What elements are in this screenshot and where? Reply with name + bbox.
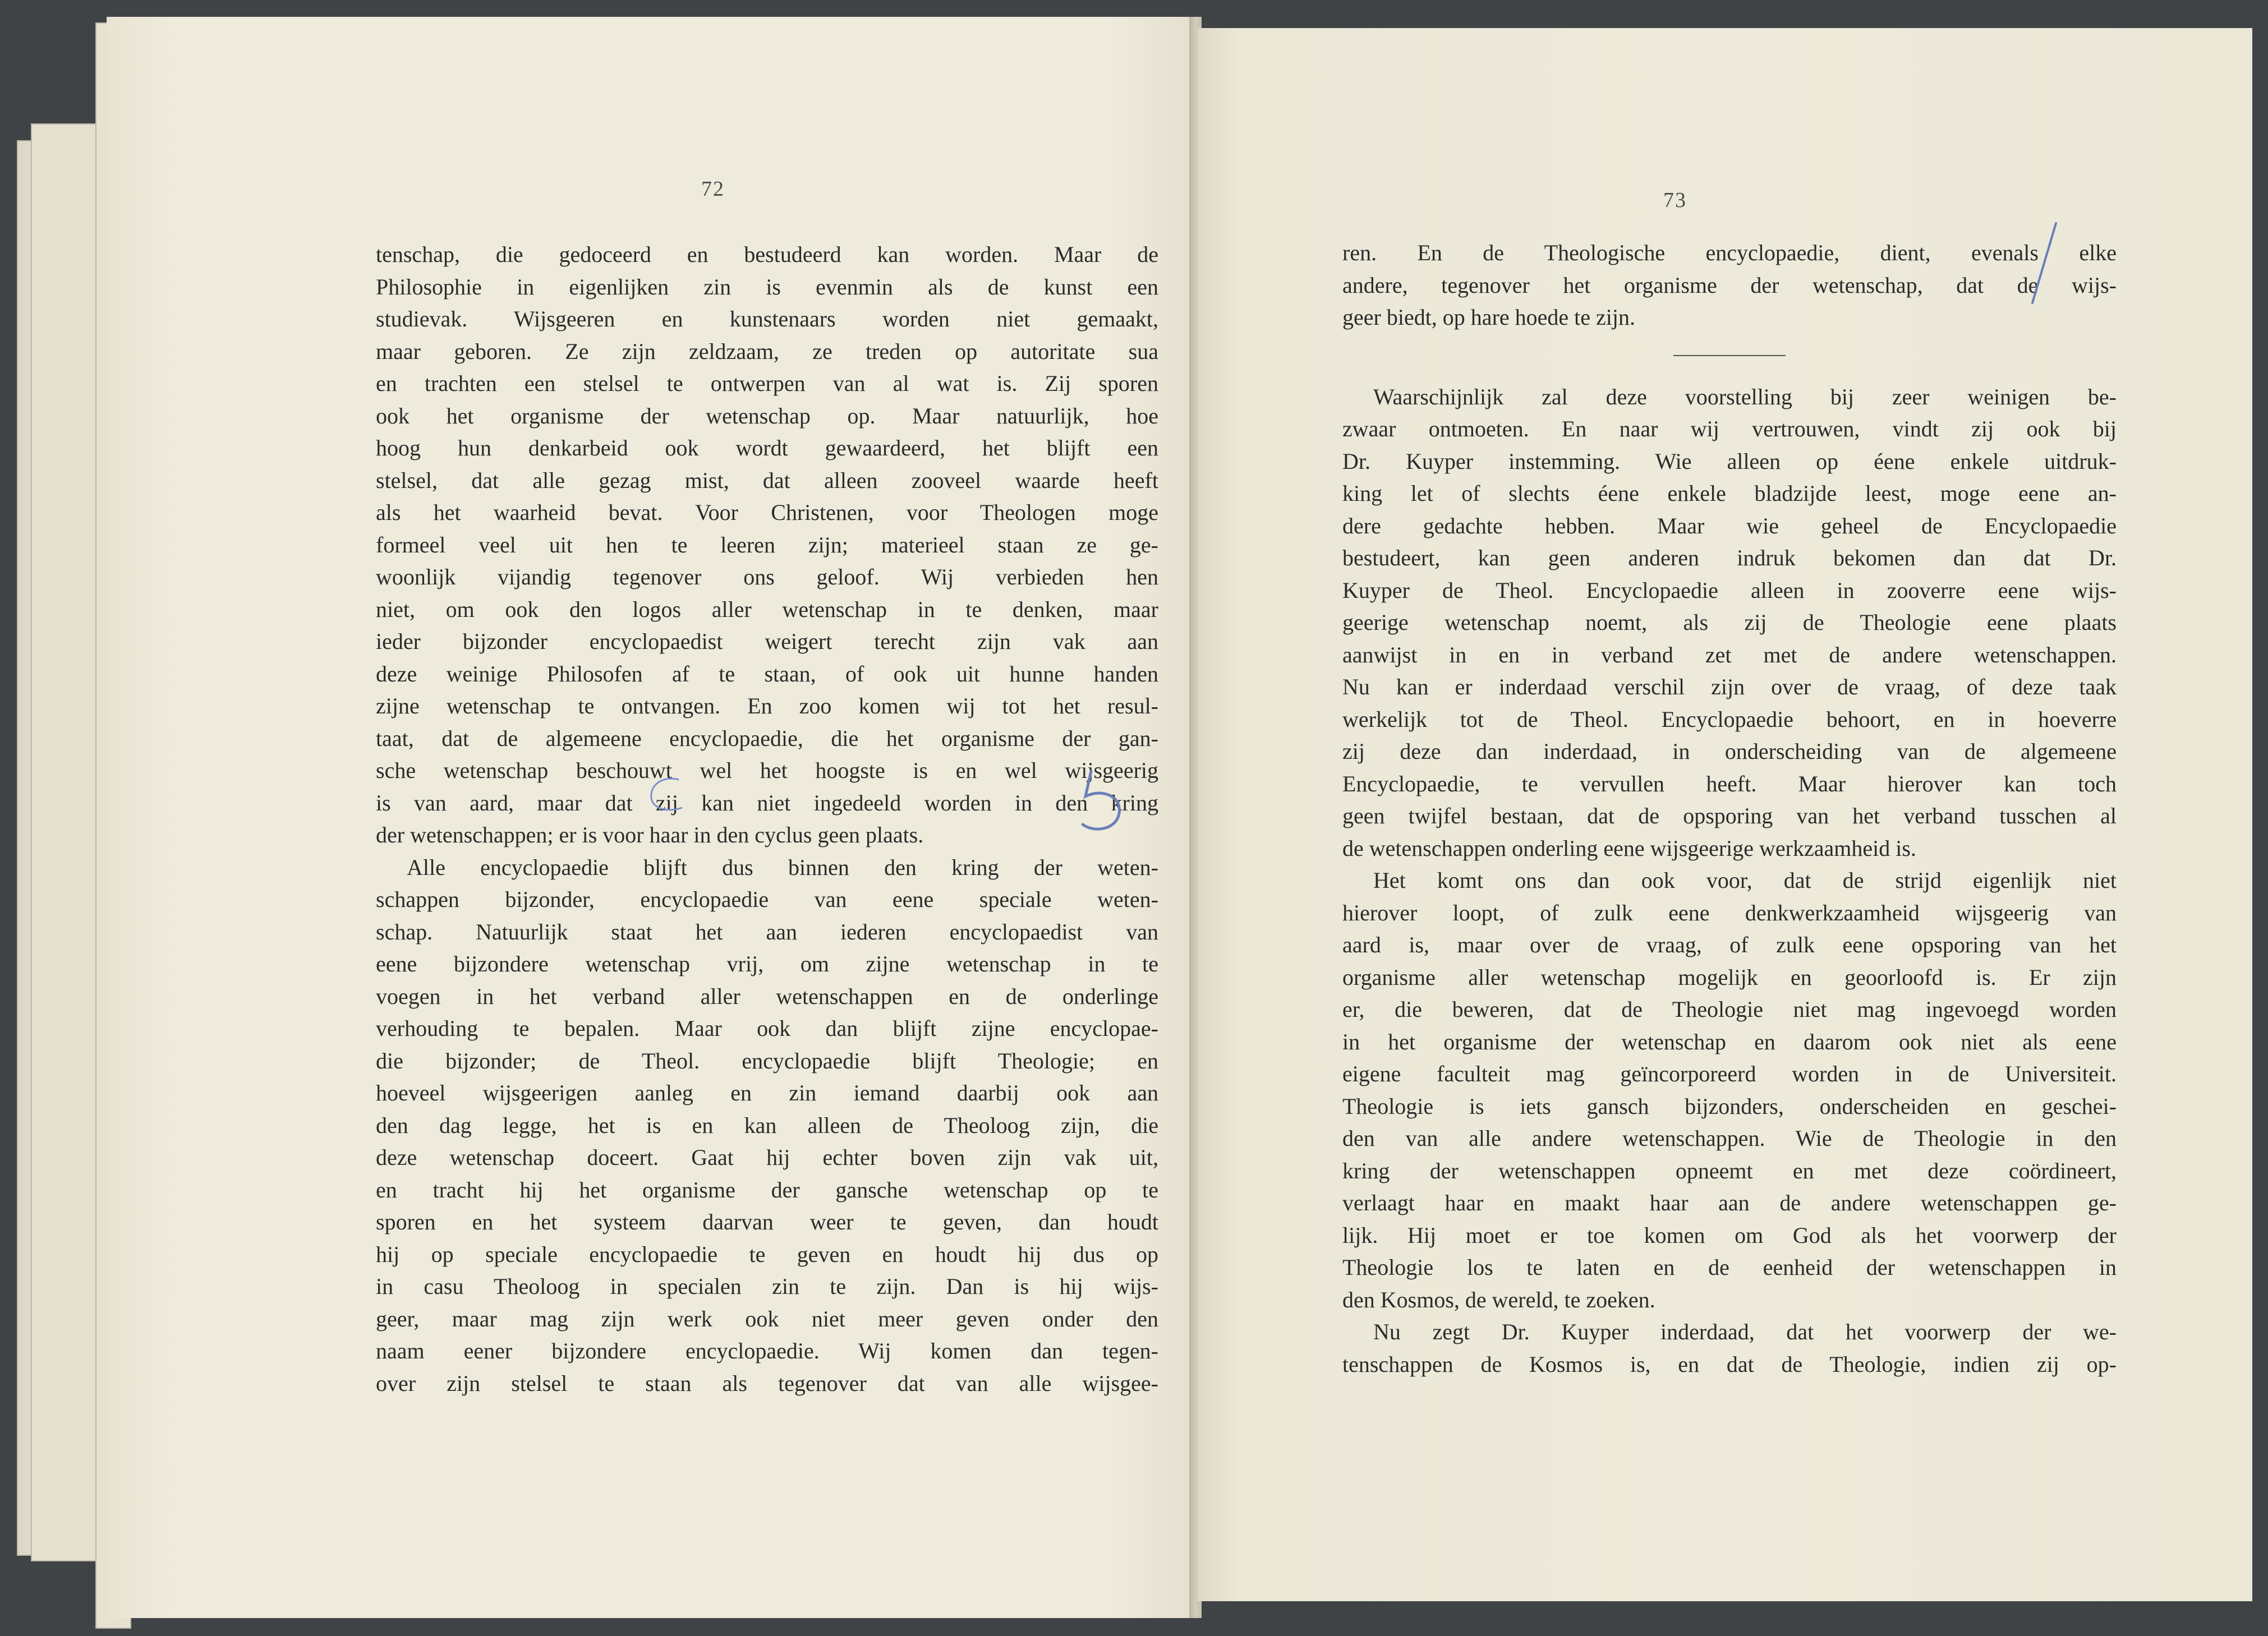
text-line: voegen in het verband aller wetenschappen en de onderlinge [376, 983, 1158, 1009]
text-line: Nu zegt Dr. Kuyper inderdaad, dat het voorwerp der we- [1373, 1319, 2117, 1344]
text-line: werkelijk tot de Theol. Encyclopaedie behoort, en in hoeverre [1342, 706, 2117, 732]
text-line: geer biedt, op hare hoede te zijn. [1342, 305, 1635, 330]
text-line: maar geboren. Ze zijn zeldzaam, ze treden op autoritate sua [376, 338, 1158, 364]
text-line: stelsel, dat alle gezag mist, dat alleen zooveel waarde heeft [376, 467, 1158, 493]
text-line: in het organisme der wetenschap en daarom ook niet als eene [1342, 1029, 2117, 1054]
text-line: Nu kan er inderdaad verschil zijn over de vraag, of deze taak [1342, 674, 2117, 699]
text-line: die bijzonder; de Theol. encyclopaedie blijft Theologie; en [376, 1048, 1158, 1073]
text-line: Encyclopaedie, te vervullen heeft. Maar hierover kan toch [1342, 771, 2117, 796]
text-line: andere, tegenover het organisme der wetenschap, dat de wijs- [1342, 272, 2117, 298]
text-line: bestudeert, kan geen anderen indruk bekomen dan dat Dr. [1342, 545, 2117, 570]
text-line: deze weinige Philosofen af te staan, of ook uit hunne handen [376, 661, 1158, 686]
text-line: zwaar ontmoeten. En naar wij vertrouwen, vindt zij ook bij [1342, 416, 2117, 441]
page-number: 72 [701, 177, 725, 201]
text-line: studievak. Wijsgeeren en kunstenaars worden niet gemaakt, [376, 306, 1158, 331]
text-line: Kuyper de Theol. Encyclopaedie alleen in zooverre eene wijs- [1342, 577, 2117, 603]
text-line: woonlijk vijandig tegenover ons geloof. Wij verbieden hen [376, 564, 1158, 589]
text-line: deze wetenschap doceert. Gaat hij echter boven zijn vak uit, [376, 1145, 1158, 1170]
text-line: hoeveel wijsgeerigen aanleg en zin iemand daarbij ook aan [376, 1080, 1158, 1105]
text-line: verhouding te bepalen. Maar ook dan blijft zijne encyclopae- [376, 1016, 1158, 1041]
text-line: tenschap, die gedoceerd en bestudeerd kan worden. Maar de [376, 242, 1158, 267]
text-line: de wetenschappen onderling eene wijsgeerige werkzaamheid is. [1342, 835, 1916, 861]
text-line: schap. Natuurlijk staat het aan iederen encyclopaedist van [376, 919, 1158, 944]
text-line: Theologie los te laten en de eenheid der wetenschappen in [1342, 1255, 2117, 1280]
text-line: kring der wetenschappen opneemt en met deze coördineert, [1342, 1158, 2117, 1183]
text-line: der wetenschappen; er is voor haar in den cyclus geen plaats. [376, 822, 924, 847]
text-line: Alle encyclopaedie blijft dus binnen den kring der weten- [407, 854, 1158, 880]
text-line: over zijn stelsel te staan als tegenover dat van alle wijsgee- [376, 1370, 1158, 1396]
text-line: verlaagt haar en maakt haar aan de andere wetenschappen ge- [1342, 1190, 2117, 1215]
text-line: sche wetenschap beschouwt wel het hoogste is en wel wijsgeerig [376, 758, 1158, 783]
text-line: niet, om ook den logos aller wetenschap in te denken, maar [376, 596, 1158, 622]
text-line: is van aard, maar dat zij kan niet ingedeeld worden in den kring [376, 790, 1158, 815]
text-line: den Kosmos, de wereld, te zoeken. [1342, 1287, 1655, 1312]
text-line: aard is, maar over de vraag, of zulk eene opsporing van het [1342, 932, 2117, 957]
left-page-body [376, 238, 1158, 1399]
text-line: lijk. Hij moet er toe komen om God als het voorwerp der [1342, 1222, 2117, 1248]
text-line: eene bijzondere wetenschap vrij, om zijne wetenschap in te [376, 951, 1158, 976]
text-line: hoog hun denkarbeid ook wordt gewaardeerd, het blijft een [376, 435, 1158, 460]
text-line: zijne wetenschap te ontvangen. En zoo komen wij tot het resul- [376, 693, 1158, 718]
text-line: sporen en het systeem daarvan weer te geven, dan houdt [376, 1209, 1158, 1234]
text-line: formeel veel uit hen te leeren zijn; materieel staan ze ge- [376, 532, 1158, 557]
text-line: organisme aller wetenschap mogelijk en geoorloofd is. Er zijn [1342, 964, 2117, 990]
text-line: hierover loopt, of zulk eene denkwerkzaamheid wijsgeerig van [1342, 900, 2117, 925]
page-number: 73 [1663, 188, 1687, 212]
right-page-body [1342, 237, 2117, 1380]
text-line: tenschappen de Kosmos is, en dat de Theologie, indien zij op- [1342, 1351, 2117, 1377]
text-line: ren. En de Theologische encyclopaedie, dient, evenals elke [1342, 240, 2117, 265]
text-line: in casu Theoloog in specialen zin te zijn. Dan is hij wijs- [376, 1274, 1158, 1299]
text-line: Dr. Kuyper instemming. Wie alleen op éene enkele uitdruk- [1342, 448, 2117, 474]
text-line: schappen bijzonder, encyclopaedie van eene speciale weten- [376, 887, 1158, 912]
text-line: naam eener bijzondere encyclopaedie. Wij komen dan tegen- [376, 1338, 1158, 1363]
pencil-stroke-mark [2022, 219, 2067, 311]
text-line: den van alle andere wetenschappen. Wie de Theologie in den [1342, 1126, 2117, 1151]
text-line: taat, dat de algemeene encyclopaedie, die het organisme der gan- [376, 725, 1158, 751]
pencil-five-mark [1069, 766, 1136, 841]
text-line: king let of slechts éene enkele bladzijde leest, moge eene an- [1342, 481, 2117, 506]
text-line: Philosophie in eigenlijken zin is evenmin als de kunst een [376, 274, 1158, 299]
text-line: aanwijst in en in verband zet met de andere wetenschappen. [1342, 642, 2117, 667]
text-line: er, die beweren, dat de Theologie niet mag ingevoegd worden [1342, 997, 2117, 1022]
left-page [107, 17, 1200, 1618]
section-divider [1673, 355, 1786, 356]
text-line: als het waarheid bevat. Voor Christenen, voor Theologen moge [376, 500, 1158, 525]
text-line: geen twijfel bestaan, dat de opsporing van het verband tusschen al [1342, 803, 2117, 828]
text-line: zij deze dan inderdaad, in onderscheiding van de algemeene [1342, 739, 2117, 764]
text-line: en trachten een stelsel te ontwerpen van al wat is. Zij sporen [376, 371, 1158, 396]
text-line: ook het organisme der wetenschap op. Maar natuurlijk, hoe [376, 403, 1158, 428]
text-line: geer, maar mag zijn werk ook niet meer geven onder den [376, 1306, 1158, 1331]
text-line: ieder bijzonder encyclopaedist weigert terecht zijn vak aan [376, 629, 1158, 654]
text-line: geerige wetenschap noemt, als zij de Theologie eene plaats [1342, 610, 2117, 635]
text-line: Theologie is iets gansch bijzonders, onderscheiden en geschei- [1342, 1093, 2117, 1119]
right-page [1198, 28, 2252, 1601]
text-line: den dag legge, het is en kan alleen de Theoloog zijn, die [376, 1112, 1158, 1138]
text-line: en tracht hij het organisme der gansche wetenschap op te [376, 1177, 1158, 1202]
text-line: eigene faculteit mag geïncorporeerd worden in de Universiteit. [1342, 1061, 2117, 1086]
text-line: Het komt ons dan ook voor, dat de strijd eigenlijk niet [1373, 868, 2117, 893]
text-line: dere gedachte hebben. Maar wie geheel de Encyclopaedie [1342, 513, 2117, 538]
pencil-circle-mark [645, 775, 690, 817]
text-line: Waarschijnlijk zal deze voorstelling bij zeer weinigen be- [1373, 384, 2117, 409]
text-line: hij op speciale encyclopaedie te geven en houdt hij dus op [376, 1241, 1158, 1267]
